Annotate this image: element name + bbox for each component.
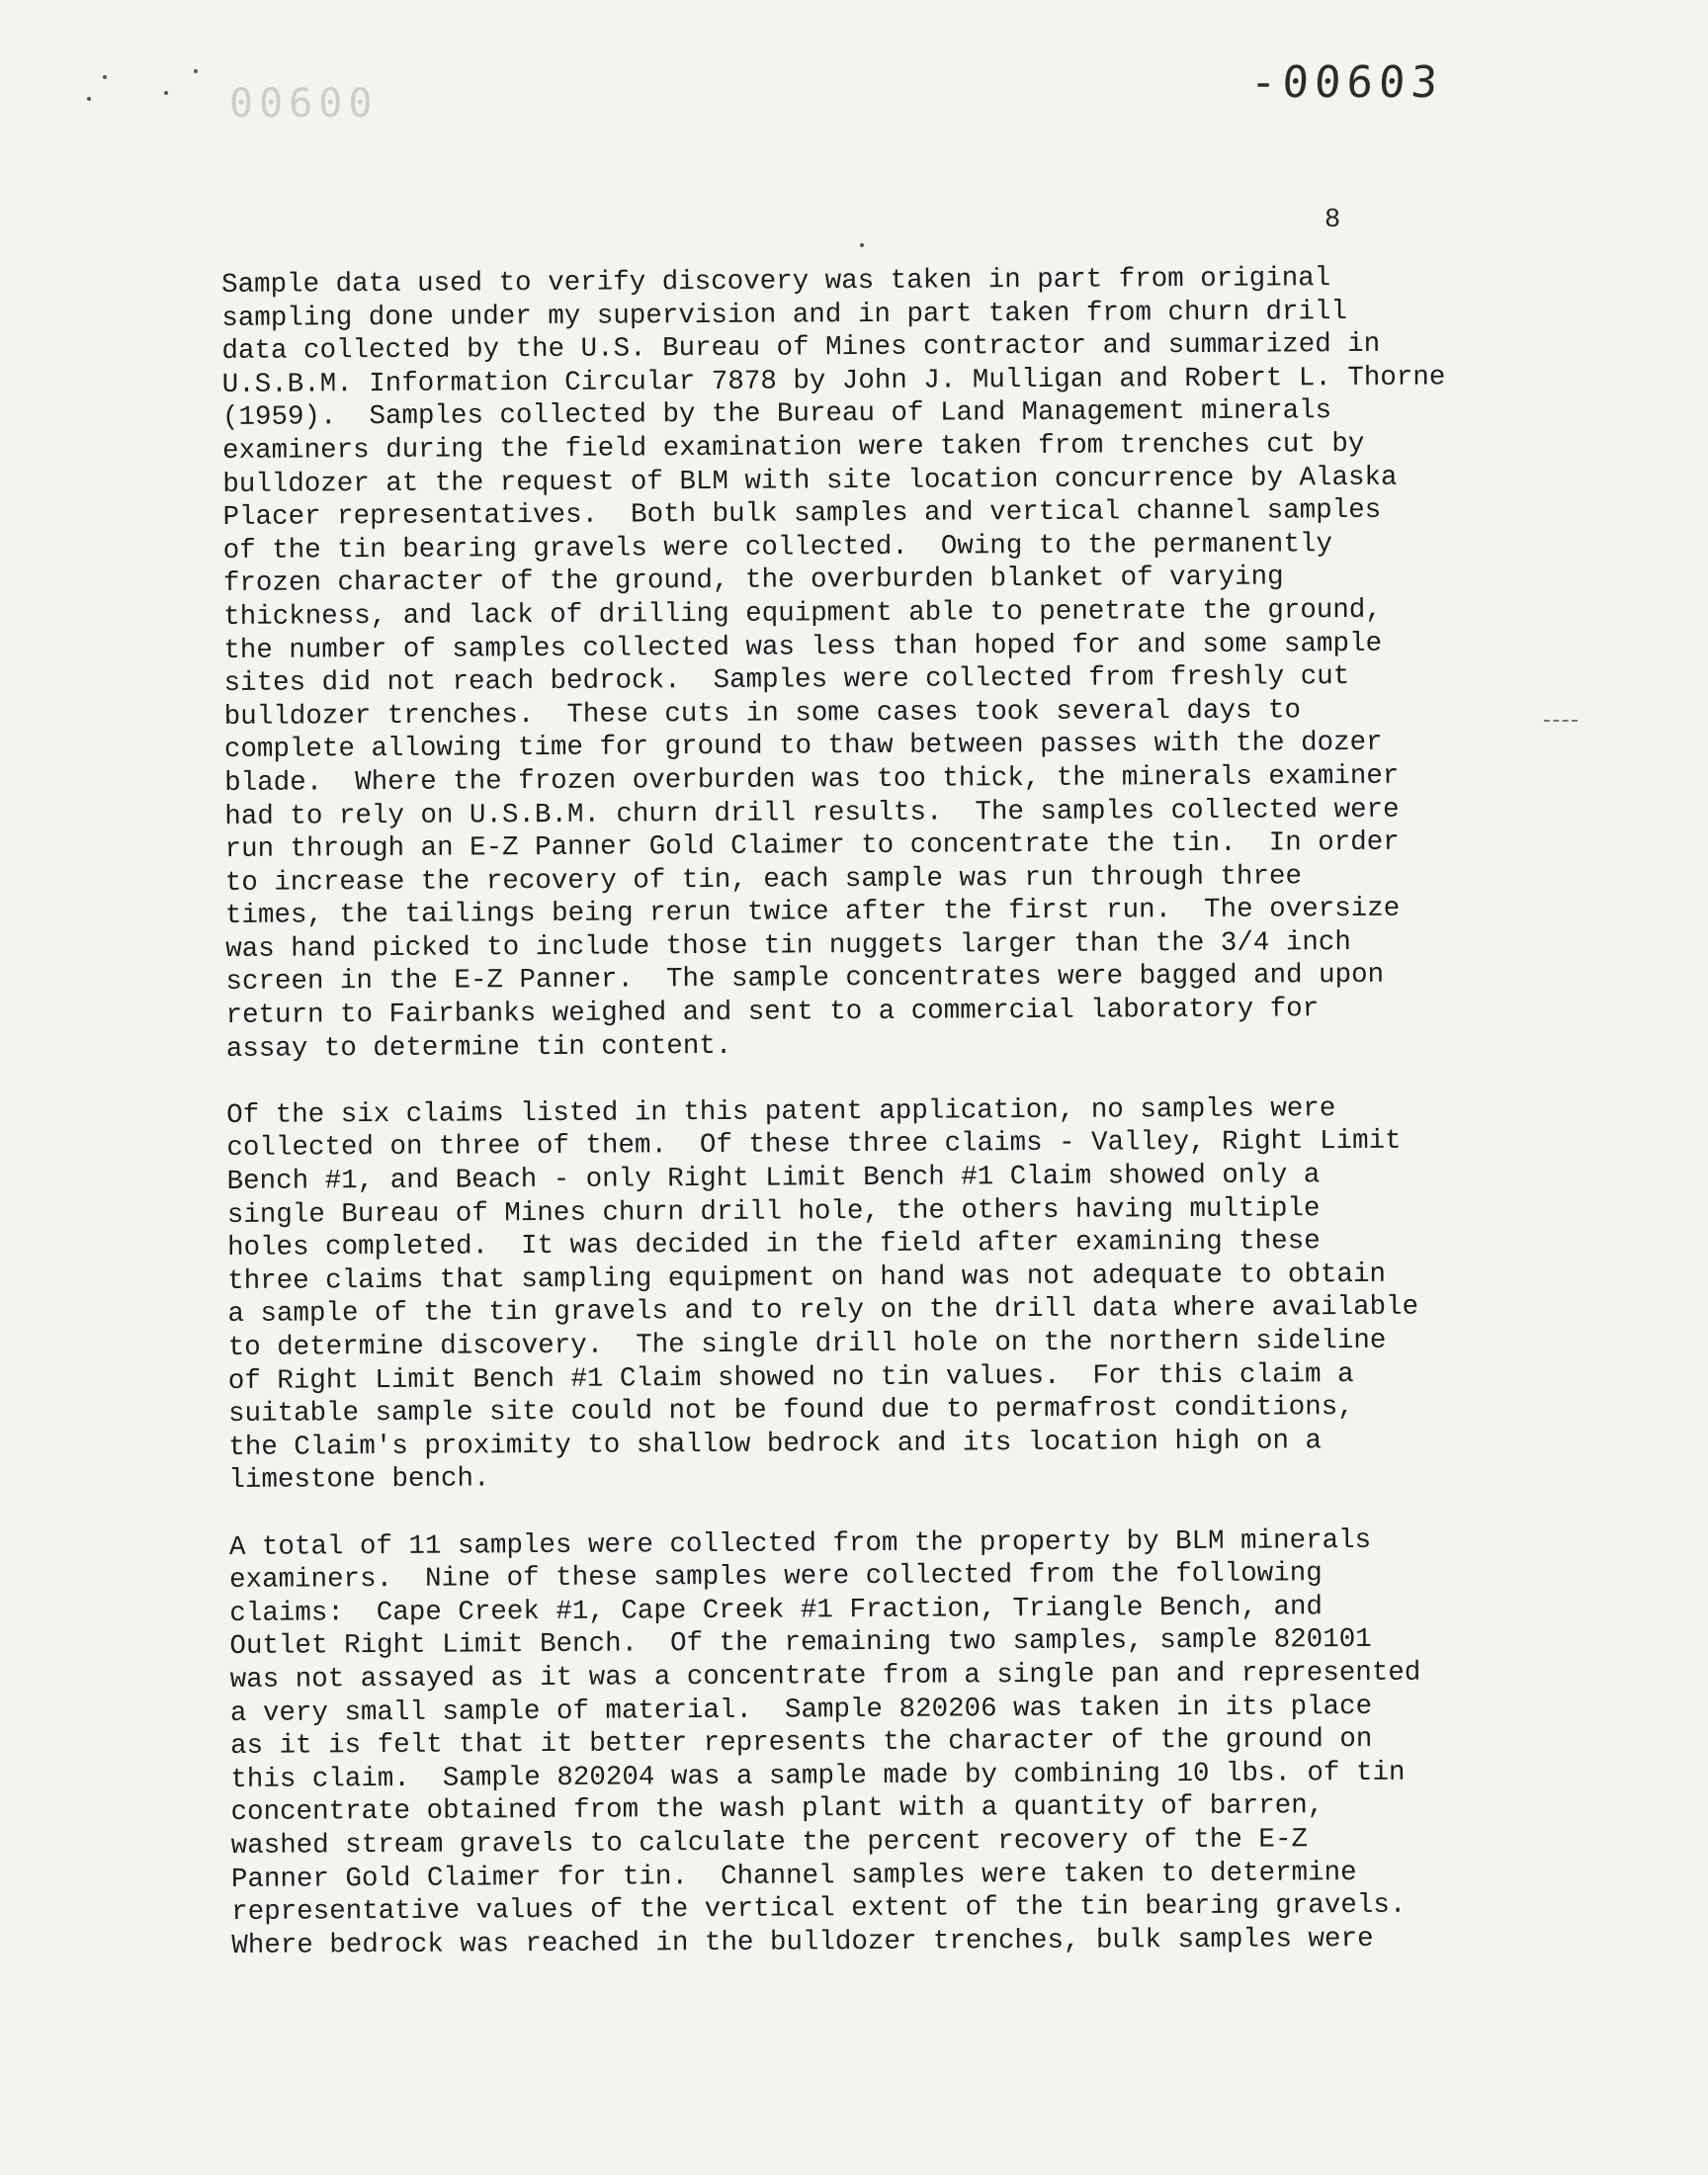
text-line: Placer representatives. Both bulk samples and vertical channel samples — [222, 494, 1382, 534]
text-line: had to rely on U.S.B.M. churn drill results. The samples collected were — [224, 794, 1400, 832]
text-line: Of the six claims listed in this patent application, no samples were — [226, 1092, 1336, 1131]
text-line: to determine discovery. The single drill hole on the northern sideline — [227, 1325, 1387, 1363]
scan-speck — [87, 97, 91, 101]
text-line: Where bedrock was reached in the bulldozer trenches, bulk samples were — [231, 1923, 1374, 1961]
text-line: a sample of the tin gravels and to rely on the drill data where available — [227, 1292, 1419, 1331]
paragraph-3 — [229, 1523, 1527, 1963]
faded-stamp-bleedthrough: 00600 — [229, 81, 379, 127]
text-line: single Bureau of Mines churn drill hole, the others having multiple — [226, 1192, 1321, 1231]
text-line: the Claim's proximity to shallow bedrock and its location high on a — [228, 1426, 1323, 1463]
text-line: holes completed. It was decided in the field after examining these — [226, 1226, 1321, 1264]
text-line: (1959). Samples collected by the Bureau of Land Management minerals — [221, 395, 1332, 434]
text-line: Bench #1, and Beach - only Right Limit Bench #1 Claim showed only a — [226, 1160, 1321, 1198]
text-line: washed stream gravels to calculate the percent recovery of the E-Z — [230, 1824, 1309, 1862]
document-stamp-number: -00603 — [1248, 57, 1445, 108]
text-line: sampling done under my supervision and in part taken from churn drill — [221, 296, 1348, 334]
margin-mark — [1544, 720, 1578, 724]
text-line: run through an E-Z Panner Gold Claimer to concentrate the tin. In order — [224, 826, 1400, 866]
text-line: was not assayed as it was a concentrate from a single pan and represented — [229, 1657, 1421, 1696]
scan-speck — [860, 243, 864, 247]
text-line: a very small sample of material. Sample 820206 was taken in its place — [229, 1691, 1373, 1729]
scan-speck — [194, 69, 198, 73]
text-line: Panner Gold Claimer for tin. Channel samples were taken to determine — [230, 1857, 1357, 1895]
text-line: complete allowing time for ground to thaw between passes with the dozer — [223, 728, 1383, 766]
paragraph-1 — [221, 261, 1521, 1066]
text-line: limestone bench. — [228, 1463, 490, 1497]
text-line: assay to determine tin content. — [225, 1030, 732, 1065]
text-line: of the tin bearing gravels were collected. Owing to the permanently — [222, 528, 1333, 566]
text-line: the number of samples collected was less than hoped for and some sample — [223, 628, 1383, 666]
text-line: bulldozer trenches. These cuts in some cases took several days to — [223, 695, 1302, 733]
text-line: screen in the E-Z Panner. The sample concentrates were bagged and upon — [225, 960, 1385, 999]
text-line: suitable sample site could not be found due to permafrost conditions, — [227, 1392, 1354, 1431]
text-line: bulldozer at the request of BLM with site location concurrence by Alaska — [222, 462, 1398, 500]
text-line: data collected by the U.S. Bureau of Mines contractor and summarized in — [221, 329, 1381, 368]
text-line: of Right Limit Bench #1 Claim showed no tin values. For this claim a — [227, 1358, 1354, 1397]
text-line: claims: Cape Creek #1, Cape Creek #1 Fraction, Triangle Bench, and — [229, 1591, 1324, 1629]
text-line: to increase the recovery of tin, each sample was run through three — [224, 861, 1303, 899]
text-line: this claim. Sample 820204 was a sample made by combining 10 lbs. of tin — [230, 1757, 1406, 1795]
text-line: was hand picked to include those tin nuggets larger than the 3/4 inch — [225, 926, 1351, 965]
text-line: sites did not reach bedrock. Samples were collected from freshly cut — [223, 661, 1350, 700]
text-line: frozen character of the ground, the overburden blanket of varying — [222, 562, 1284, 600]
scan-speck — [103, 75, 107, 79]
text-line: thickness, and lack of drilling equipment able to penetrate the ground, — [223, 594, 1382, 633]
text-line: concentrate obtained from the wash plant with a quantity of barren, — [230, 1790, 1324, 1829]
text-line: representative values of the vertical extent of the tin bearing gravels. — [231, 1889, 1407, 1929]
body-text — [221, 261, 1527, 1996]
text-line: examiners during the field examination were taken from trenches cut by — [222, 428, 1365, 467]
text-line: Sample data used to verify discovery was taken in part from original — [221, 263, 1331, 301]
text-line: examiners. Nine of these samples were collected from the following — [229, 1558, 1323, 1597]
scan-speck — [164, 91, 168, 95]
text-line: A total of 11 samples were collected from the property by BLM minerals — [228, 1524, 1372, 1563]
page-number: 8 — [1324, 206, 1341, 235]
text-line: collected on three of them. Of these three claims - Valley, Right Limit — [226, 1126, 1402, 1165]
text-line: as it is felt that it better represents the character of the ground on — [230, 1724, 1373, 1763]
text-line: Outlet Right Limit Bench. Of the remaining two samples, sample 820101 — [229, 1624, 1372, 1663]
text-line: three claims that sampling equipment on hand was not adequate to obtain — [227, 1259, 1387, 1297]
text-line: U.S.B.M. Information Circular 7878 by John J. Mulligan and Robert L. Thorne — [221, 362, 1446, 400]
text-line: blade. Where the frozen overburden was too thick, the minerals examiner — [224, 760, 1400, 799]
paragraph-2 — [226, 1091, 1523, 1498]
text-line: times, the tailings being rerun twice after the first run. The oversize — [224, 894, 1401, 932]
text-line: return to Fairbanks weighed and sent to a commercial laboratory for — [225, 994, 1320, 1032]
